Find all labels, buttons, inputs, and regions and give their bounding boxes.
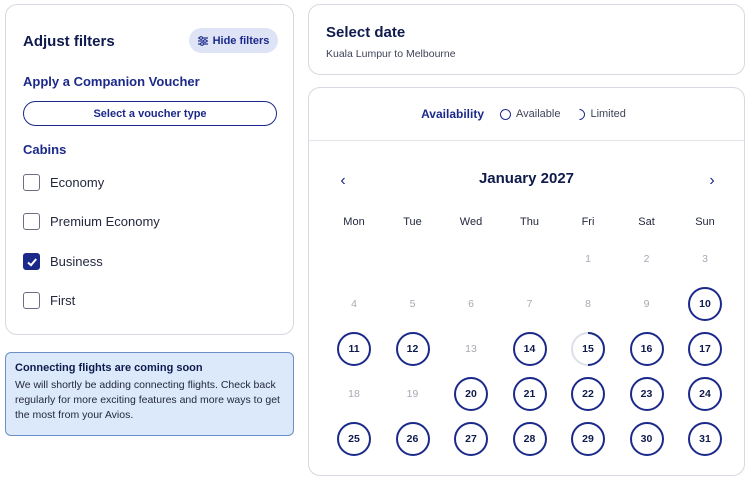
day-number: 9 xyxy=(643,298,650,310)
checkmark-icon xyxy=(26,256,38,268)
calendar-day-23[interactable] xyxy=(630,377,664,411)
day-number: 24 xyxy=(699,388,711,400)
first-checkbox[interactable] xyxy=(23,292,40,309)
day-number: 23 xyxy=(640,388,653,400)
calendar-day-15[interactable] xyxy=(571,332,605,366)
calendar-day-3 xyxy=(688,242,722,276)
calendar-day-16[interactable] xyxy=(630,332,664,366)
calendar-day-25[interactable] xyxy=(337,422,371,456)
month-title: January 2027 xyxy=(478,170,575,187)
day-number: 13 xyxy=(465,343,477,355)
calendar-day-18 xyxy=(337,377,371,411)
calendar-day-24[interactable] xyxy=(688,377,722,411)
weekday-sat: Sat xyxy=(638,216,655,228)
availability-label: Availability xyxy=(421,107,484,121)
calendar-day-29[interactable] xyxy=(571,422,605,456)
calendar-day-8 xyxy=(571,287,605,321)
calendar-panel xyxy=(308,87,745,476)
day-number: 3 xyxy=(702,253,708,265)
limited-ring-icon xyxy=(572,106,588,122)
select-date-title: Select date xyxy=(326,24,406,41)
day-number: 15 xyxy=(582,343,594,355)
available-ring-icon xyxy=(500,109,511,120)
filters-panel xyxy=(5,4,294,335)
calendar-day-10[interactable] xyxy=(688,287,722,321)
calendar-day-2 xyxy=(630,242,664,276)
calendar-day-28[interactable] xyxy=(513,422,547,456)
hide-filters-label: Hide filters xyxy=(212,34,270,47)
calendar-day-9 xyxy=(630,287,664,321)
weekday-fri: Fri xyxy=(581,216,595,228)
chevron-right-icon: › xyxy=(709,172,715,189)
select-voucher-button[interactable]: Select a voucher type xyxy=(23,101,277,126)
day-number: 20 xyxy=(465,388,477,400)
calendar-day-26[interactable] xyxy=(396,422,430,456)
sliders-icon xyxy=(198,36,208,46)
weekday-tue: Tue xyxy=(403,216,422,228)
day-number: 17 xyxy=(699,343,711,355)
day-number: 25 xyxy=(348,433,360,445)
weekday-wed: Wed xyxy=(459,216,483,228)
calendar-day-14[interactable] xyxy=(513,332,547,366)
cabins-section-label: Cabins xyxy=(23,142,67,157)
day-number: 31 xyxy=(699,433,711,445)
day-number: 16 xyxy=(640,343,653,355)
day-number: 14 xyxy=(523,343,536,355)
availability-legend xyxy=(309,88,744,141)
day-number: 2 xyxy=(643,253,650,265)
next-month-button[interactable] xyxy=(702,171,722,191)
day-number: 6 xyxy=(468,298,474,310)
calendar-day-30[interactable] xyxy=(630,422,664,456)
calendar-day-12[interactable] xyxy=(396,332,430,366)
connecting-flights-banner xyxy=(5,352,294,436)
calendar-day-20[interactable] xyxy=(454,377,488,411)
legend-limited xyxy=(574,108,625,120)
day-number: 11 xyxy=(348,343,360,355)
day-number: 4 xyxy=(351,298,357,310)
weekday-thu: Thu xyxy=(520,216,539,228)
calendar-day-22[interactable] xyxy=(571,377,605,411)
cabin-option-first[interactable] xyxy=(23,292,75,309)
cabin-option-premium-economy[interactable] xyxy=(23,213,160,230)
cabin-option-economy[interactable] xyxy=(23,174,104,191)
day-number: 30 xyxy=(640,433,653,445)
day-number: 12 xyxy=(406,343,419,355)
calendar-day-7 xyxy=(513,287,547,321)
business-checkbox[interactable] xyxy=(23,253,40,270)
day-number: 8 xyxy=(585,298,591,310)
day-number: 21 xyxy=(523,388,536,400)
day-number: 18 xyxy=(348,388,360,400)
cabin-label: Economy xyxy=(50,175,105,190)
calendar-day-6 xyxy=(454,287,488,321)
calendar-day-13 xyxy=(454,332,488,366)
calendar-day-19 xyxy=(396,377,430,411)
day-number: 7 xyxy=(526,298,533,310)
calendar-day-1 xyxy=(571,242,605,276)
legend-available xyxy=(500,108,560,120)
day-number: 1 xyxy=(585,253,591,265)
calendar-day-17[interactable] xyxy=(688,332,722,366)
banner-body: We will shortly be adding connecting flights. Check back regularly for more exciting features and more ways to get the most from your Avios. xyxy=(15,379,280,421)
legend-limited-label: Limited xyxy=(590,108,626,120)
day-number: 19 xyxy=(406,388,419,400)
cabin-label: Business xyxy=(50,254,103,269)
calendar-day-31[interactable] xyxy=(688,422,722,456)
economy-checkbox[interactable] xyxy=(23,174,40,191)
weekday-mon: Mon xyxy=(343,216,365,228)
calendar-day-4 xyxy=(337,287,371,321)
day-number: 28 xyxy=(523,433,536,445)
cabin-option-business[interactable] xyxy=(23,253,103,270)
day-number: 22 xyxy=(582,388,594,400)
select-date-header xyxy=(308,4,745,75)
day-number: 26 xyxy=(406,433,419,445)
day-number: 29 xyxy=(582,433,594,445)
chevron-left-icon: ‹ xyxy=(340,172,346,189)
hide-filters-button[interactable] xyxy=(189,28,278,53)
cabin-label: First xyxy=(50,293,76,308)
calendar-day-5 xyxy=(396,287,430,321)
legend-available-label: Available xyxy=(516,108,561,120)
day-number: 27 xyxy=(465,433,477,445)
cabin-label: Premium Economy xyxy=(50,214,160,229)
day-number: 5 xyxy=(409,298,416,310)
weekday-sun: Sun xyxy=(695,216,715,228)
filters-title: Adjust filters xyxy=(23,33,115,50)
calendar-day-21[interactable] xyxy=(513,377,547,411)
route-text: Kuala Lumpur to Melbourne xyxy=(326,48,456,60)
calendar-day-27[interactable] xyxy=(454,422,488,456)
voucher-section-label: Apply a Companion Voucher xyxy=(23,74,200,89)
calendar-day-11[interactable] xyxy=(337,332,371,366)
premium-economy-checkbox[interactable] xyxy=(23,213,40,230)
day-number: 10 xyxy=(699,298,711,310)
banner-title: Connecting flights are coming soon xyxy=(15,362,203,374)
